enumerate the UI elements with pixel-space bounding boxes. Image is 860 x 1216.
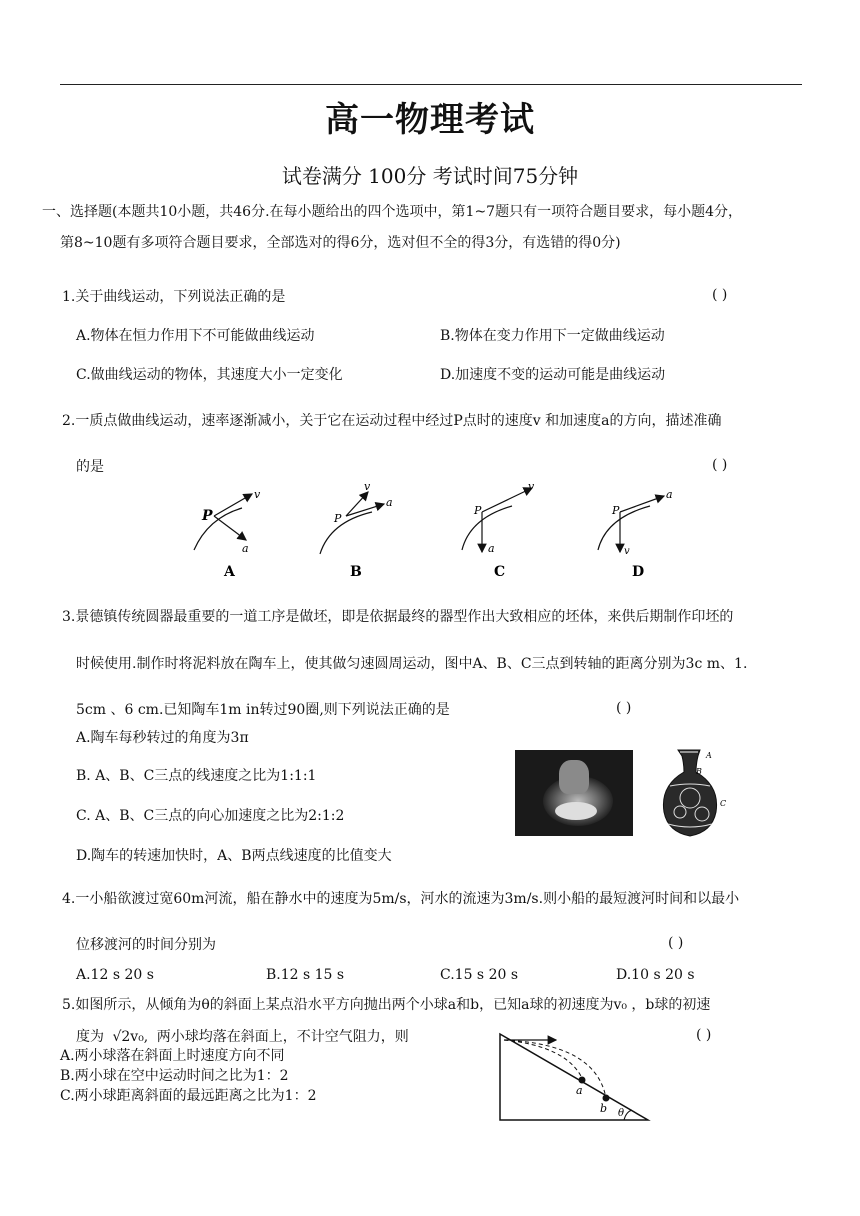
q3-option-b: B. A、B、C三点的线速度之比为1:1:1 <box>76 768 317 784</box>
incline-label-theta: θ <box>618 1108 625 1119</box>
q2-label-b: B <box>350 564 362 580</box>
q2-label-c: C <box>494 564 506 580</box>
exam-subtitle: 试卷满分 100分 考试时间75分钟 <box>281 164 579 188</box>
q5-option-c: C.两小球距离斜面的最远距离之比为1：2 <box>60 1088 317 1104</box>
q1-stem: 1.关于曲线运动，下列说法正确的是 <box>62 289 286 305</box>
q1-answer-paren: ( ) <box>712 287 728 303</box>
q5-line1: 5.如图所示，从倾角为θ的斜面上某点沿水平方向抛出两个小球a和b，已知a球的初速度为v₀ ，b球的初速 <box>62 997 711 1013</box>
q2-c-point: P <box>474 504 482 517</box>
vase-label-a: A <box>706 751 712 760</box>
q1-option-b: B.物体在变力作用下一定做曲线运动 <box>440 328 665 344</box>
q3-line3: 5cm 、6 cm.已知陶车1m in转过90圈,则下列说法正确的是 <box>76 702 450 718</box>
q2-line2: 的是 <box>76 459 104 475</box>
q4-line1: 4.一小船欲渡过宽60m河流，船在静水中的速度为5m/s，河水的流速为3m/s.则小船的最短渡河时间和以最小 <box>62 891 740 907</box>
q2-diagram-b <box>320 480 393 580</box>
q2-a-point: P <box>202 508 213 524</box>
q2-c-a: a <box>488 542 495 555</box>
q2-label-d: D <box>632 564 645 580</box>
q5-option-b: B.两小球在空中运动时间之比为1：2 <box>60 1068 289 1084</box>
q2-d-a: a <box>666 488 673 501</box>
q2-b-v: v <box>364 480 371 493</box>
q4-option-a: A.12 s 20 s <box>76 967 154 983</box>
q5-answer-paren: ( ) <box>696 1027 712 1043</box>
q2-label-a: A <box>224 564 235 580</box>
incline-figure <box>496 1030 656 1124</box>
q2-a-a: a <box>242 542 249 555</box>
q2-b-point: P <box>334 512 342 525</box>
q5-line2-pre: 度为 <box>76 1029 104 1045</box>
vase-figure <box>650 746 730 840</box>
q5-option-a: A.两小球落在斜面上时速度方向不同 <box>60 1048 285 1064</box>
q2-b-a: a <box>386 496 393 509</box>
incline-label-b: b <box>600 1102 608 1115</box>
header-rule <box>60 84 802 85</box>
q2-diagram-d <box>598 488 673 580</box>
q4-line2: 位移渡河的时间分别为 <box>76 937 216 953</box>
exam-title: 高一物理考试 <box>325 100 535 140</box>
incline-label-a: a <box>576 1084 583 1097</box>
q3-answer-paren: ( ) <box>616 700 632 716</box>
vase-label-b: B <box>696 767 702 776</box>
q2-d-point: P <box>612 504 620 517</box>
q5-line2-math: √2v₀, <box>112 1029 149 1045</box>
q5-line2-post: 两小球均落在斜面上，不计空气阻力，则 <box>156 1029 409 1045</box>
q4-option-b: B.12 s 15 s <box>266 967 345 983</box>
pottery-wheel-photo <box>515 750 633 836</box>
section1-line2: 第8~10题有多项符合题目要求，全部选对的得6分，选对但不全的得3分，有选错的得0分) <box>60 235 621 251</box>
q3-option-d: D.陶车的转速加快时，A、B两点线速度的比值变大 <box>76 848 392 864</box>
q3-option-a: A.陶车每秒转过的角度为3π <box>76 730 249 746</box>
q3-line2: 时候使用.制作时将泥料放在陶车上，使其做匀速圆周运动，图中A、B、C三点到转轴的距离分别为3c m、1. <box>76 656 748 672</box>
q2-diagram-c <box>462 480 535 580</box>
q2-diagram-a <box>194 488 261 580</box>
q1-option-c: C.做曲线运动的物体，其速度大小一定变化 <box>76 367 343 383</box>
q3-line1: 3.景德镇传统圆器最重要的一道工序是做坯，即是依据最终的器型作出大致相应的坯体，来供后期制作印坯的 <box>62 609 734 625</box>
section1-line1: 一、选择题(本题共10小题，共46分.在每小题给出的四个选项中，第1~7题只有一项符合题目要求，每小题4分， <box>42 204 742 220</box>
q1-option-a: A.物体在恒力作用下不可能做曲线运动 <box>76 328 315 344</box>
q2-line1: 2.一质点做曲线运动，速率逐渐减小，关于它在运动过程中经过P点时的速度v 和加速度a的方向，描述准确 <box>62 413 722 429</box>
vase-label-c: C <box>720 799 727 808</box>
q4-answer-paren: ( ) <box>668 935 684 951</box>
q1-option-d: D.加速度不变的运动可能是曲线运动 <box>440 367 666 383</box>
q4-option-d: D.10 s 20 s <box>616 967 695 983</box>
q3-option-c: C. A、B、C三点的向心加速度之比为2:1:2 <box>76 808 345 824</box>
q2-a-v: v <box>254 488 261 501</box>
q4-option-c: C.15 s 20 s <box>440 967 519 983</box>
q2-figure <box>180 478 680 584</box>
q2-d-v: v <box>624 546 630 557</box>
q2-c-v: v <box>528 480 535 493</box>
q5-line2 <box>76 1027 409 1047</box>
q2-answer-paren: ( ) <box>712 457 728 473</box>
